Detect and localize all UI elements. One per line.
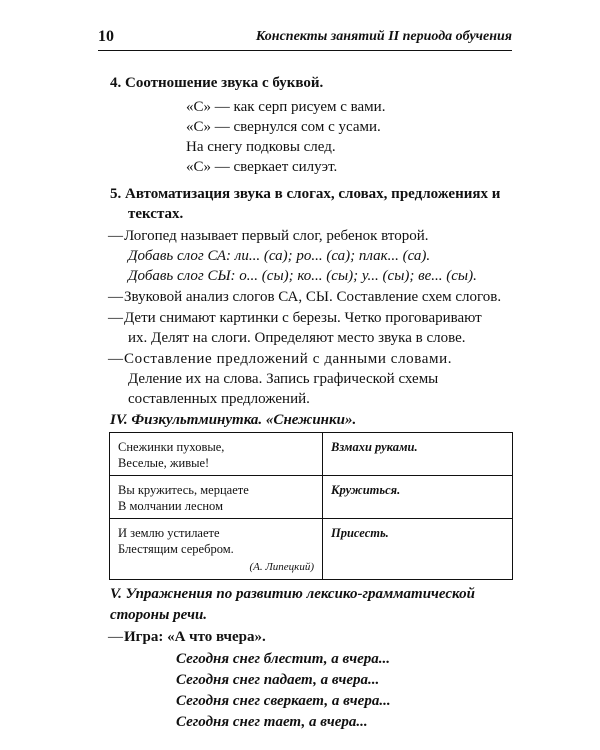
table-row [110, 433, 513, 476]
section-5-title-line-1: 5. Автоматизация звука в слогах, словах, предложениях и [110, 186, 501, 202]
section-v-title-line-2: стороны речи. [110, 607, 208, 623]
dash-mark: — [108, 310, 123, 326]
list-item-4-text-line-3: составленных предложений. [128, 391, 310, 407]
game-line-2: Сегодня снег падает, а вчера... [176, 672, 380, 688]
verse-line: Блестящим серебром. [118, 542, 234, 556]
verse-line: Веселые, живые! [118, 456, 210, 470]
verse-line: Вы кружитесь, мерцаете [118, 483, 249, 497]
list-item-3-text-line-1: Дети снимают картинки с березы. Четко проговаривают [124, 310, 482, 326]
action-cell [323, 519, 513, 580]
list-item-1-text: Логопед называет первый слог, ребенок второй. [124, 228, 429, 244]
dash-mark: — [108, 629, 123, 645]
action-cell [323, 476, 513, 519]
list-item-4-text-line-1: Составление предложений с данными словами. [124, 351, 453, 367]
game-title: Игра: «А что вчера». [124, 629, 266, 645]
list-item-4 [108, 351, 452, 368]
game-item [108, 629, 266, 646]
section-5-title-line-2: текстах. [128, 206, 184, 222]
author-credit: (А. Липецкий) [249, 561, 314, 573]
list-item-2-text: Звуковой анализ слогов СА, СЫ. Составление схем слогов. [124, 289, 502, 305]
poem-line-3: На снегу подковы след. [186, 139, 336, 155]
section-iv-title: IV. Физкультминутка. «Снежинки». [110, 412, 357, 428]
dash-mark: — [108, 351, 123, 367]
poem-line-4: «С» — сверкает силуэт. [186, 159, 338, 175]
list-item-2 [108, 289, 501, 306]
verse-line: Снежинки пуховые, [118, 440, 225, 454]
section-v-title-line-1: V. Упражнения по развитию лексико-грамматической [110, 586, 475, 602]
poem-line-1: «С» — как серп рисуем с вами. [186, 99, 386, 115]
exercise-table [109, 432, 513, 580]
game-line-1: Сегодня снег блестит, а вчера... [176, 651, 390, 667]
verse-cell [110, 476, 323, 519]
dash-mark: — [108, 289, 123, 305]
table-row [110, 476, 513, 519]
verse-line: В молчании лесном [118, 499, 223, 513]
action-text: Кружиться. [331, 483, 401, 497]
list-item-3 [108, 310, 482, 327]
page-header [98, 26, 512, 51]
example-line-1: Добавь слог СА: ли... (са); ро... (са); плак... (са). [128, 248, 431, 264]
verse-cell [110, 433, 323, 476]
page-number: 10 [98, 28, 114, 45]
table-row [110, 519, 513, 580]
verse-line: И землю устилаете [118, 526, 220, 540]
example-line-2: Добавь слог СЫ: о... (сы); ко... (сы); у... (сы); ве... (сы). [128, 268, 477, 284]
dash-mark: — [108, 228, 123, 244]
game-line-3: Сегодня снег сверкает, а вчера... [176, 693, 391, 709]
list-item-1 [108, 228, 429, 245]
section-4-title: 4. Соотношение звука с буквой. [110, 75, 324, 91]
list-item-4-text-line-2: Деление их на слова. Запись графической схемы [128, 371, 439, 387]
action-cell [323, 433, 513, 476]
poem-line-2: «С» — свернулся сом с усами. [186, 119, 381, 135]
action-text: Присесть. [331, 526, 389, 540]
list-item-3-text-line-2: их. Делят на слоги. Определяют место звука в слове. [128, 330, 466, 346]
game-line-4: Сегодня снег тает, а вчера... [176, 714, 368, 730]
action-text: Взмахи руками. [331, 440, 418, 454]
verse-cell [110, 519, 323, 580]
running-title: Конспекты занятий II периода обучения [255, 29, 512, 44]
